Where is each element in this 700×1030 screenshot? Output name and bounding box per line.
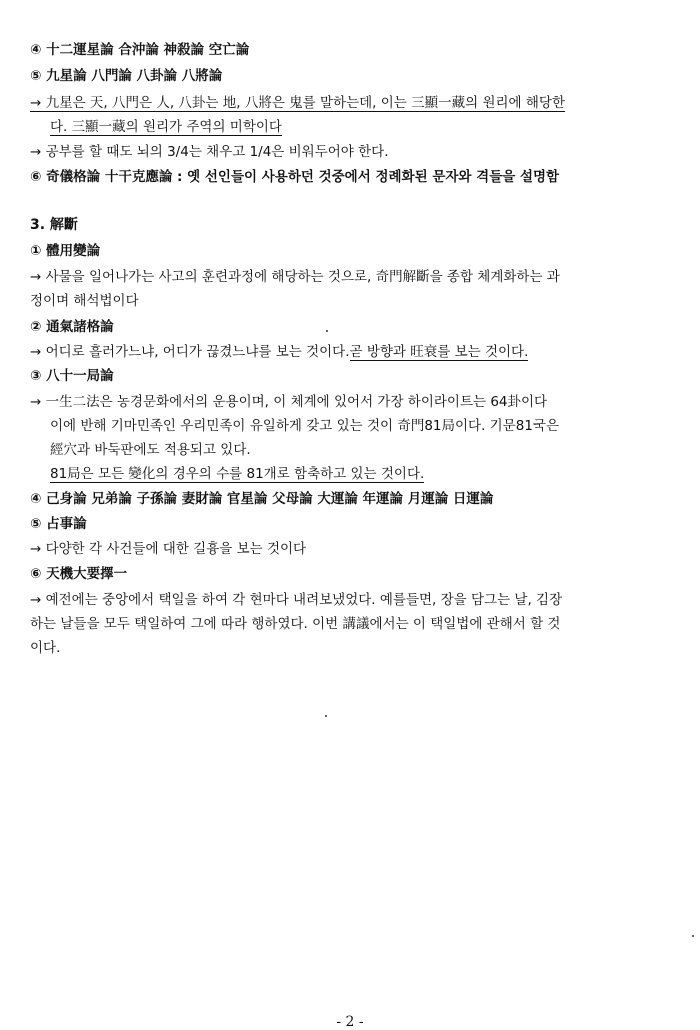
page-number: - 2 -	[336, 1014, 364, 1030]
scan-speck	[692, 935, 694, 937]
underlined-text: → 九星은 天, 八門은 人, 八卦는 地, 八將은 鬼를 말하는데, 이는 三顯一藏의 원리에 해당한	[30, 95, 565, 111]
underlined-text: 다. 三顯一藏의 원리가 주역의 미학이다	[50, 119, 282, 135]
list-item: ③ 八十一局論	[30, 368, 114, 384]
text-line: 이에 반해 기마민족인 우리민족이 유일하게 갖고 있는 것이 奇門81局이다. 기문81국은	[50, 418, 559, 434]
text-line: → 사물을 일어나가는 사고의 훈련과정에 해당하는 것으로, 奇門解斷을 종합 체계화하는 과	[30, 269, 560, 285]
scan-speck	[326, 330, 328, 332]
text-line: → 예전에는 중앙에서 택일을 하여 각 현마다 내려보냈었다. 예를들면, 장을 담그는 날, 김장	[30, 592, 563, 608]
list-item: ⑤ 占事論	[30, 516, 87, 532]
list-item: ⑤ 九星論 八門論 八卦論 八將論	[30, 68, 223, 84]
text-line	[50, 118, 670, 136]
text-line: 정이며 해석법이다	[30, 293, 139, 309]
text-line: 이다.	[30, 640, 61, 656]
text-line: → 공부를 할 때도 뇌의 3/4는 채우고 1/4은 비워두어야 한다.	[30, 144, 389, 160]
section-heading: 3. 解斷	[30, 217, 78, 233]
list-item: ④ 己身論 兄弟論 子孫論 妻財論 官星論 父母論 大運論 年運論 月運論 日運論	[30, 491, 494, 507]
text-line: → 一生二法은 농경문화에서의 운용이며, 이 체계에 있어서 가장 하이라이트는 64卦이다	[30, 394, 548, 410]
scan-speck	[325, 715, 327, 717]
text-line	[30, 94, 670, 112]
text-line: 하는 날들을 모두 택일하여 그에 따라 행하였다. 이번 講議에서는 이 택일법에 관해서 할 것	[30, 616, 561, 632]
list-item: ④ 十二運星論 合沖論 神殺論 空亡論	[30, 42, 250, 58]
text-line: 經穴과 바둑판에도 적용되고 있다.	[50, 442, 251, 458]
list-item: ⑥ 奇儀格論 十干克應論 : 옛 선인들이 사용하던 것중에서 정례화된 문자와 격들을 설명함	[30, 169, 560, 185]
list-item: ① 體用變論	[30, 243, 101, 259]
underlined-text: 81局은 모든 變化의 경우의 수를 81개로 함축하고 있는 것이다.	[50, 466, 425, 482]
text-line	[30, 343, 670, 361]
list-item: ② 通氣諸格論	[30, 319, 114, 335]
text-line: → 다양한 각 사건들에 대한 길흉을 보는 것이다	[30, 541, 307, 557]
underlined-text: 곧 방향과 旺衰를 보는 것이다.	[349, 344, 529, 360]
list-item: ⑥ 天機大要擇一	[30, 566, 128, 582]
text-line	[50, 465, 670, 483]
text-segment: → 어디로 흘러가느냐, 어디가 끊겼느냐를 보는 것이다.	[30, 344, 350, 360]
